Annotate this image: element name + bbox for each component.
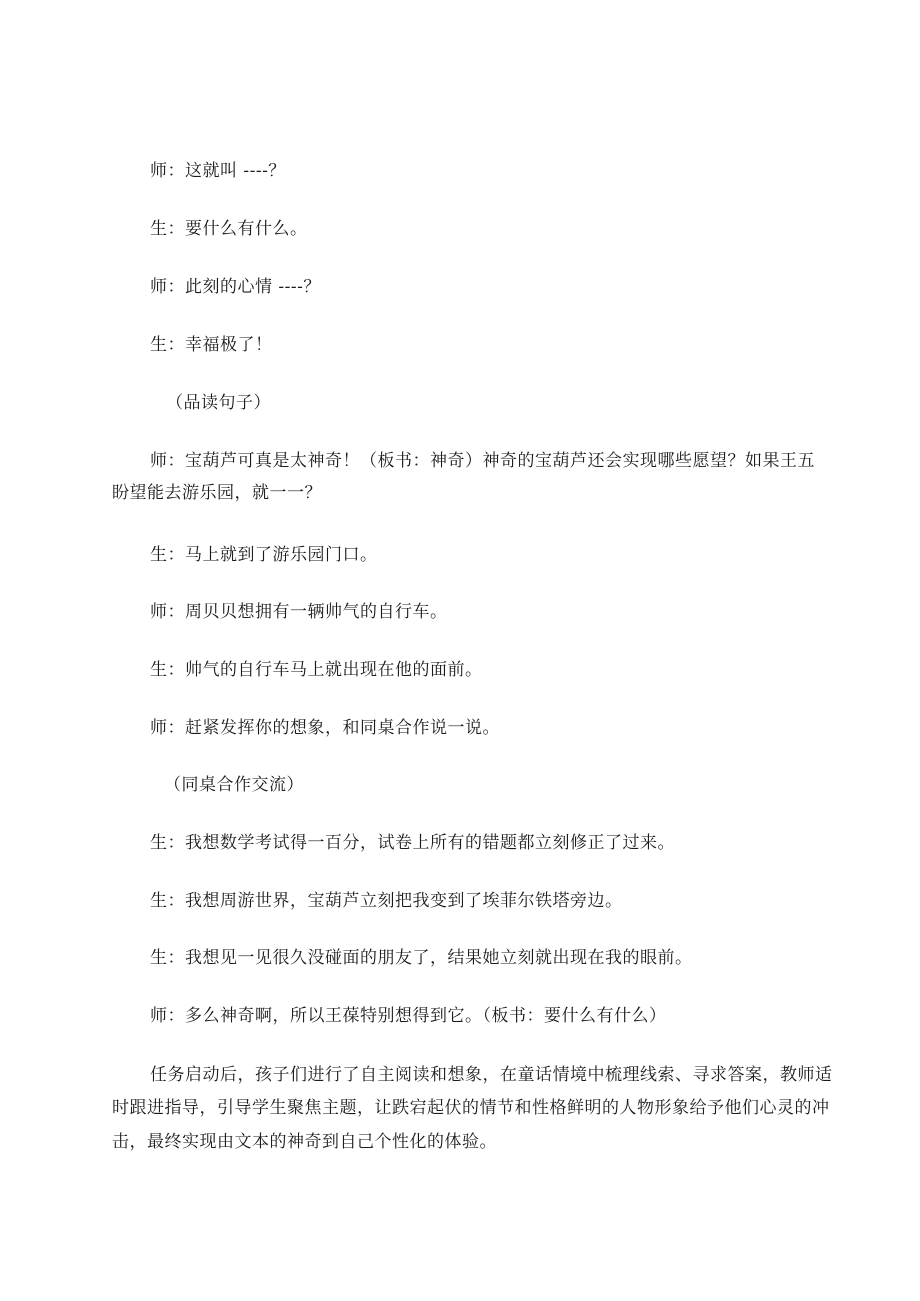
summary-line-1: 任务启动后，孩子们进行了自主阅读和想象，在童话情境中梳理线索、寻求答案，教师适	[150, 1065, 833, 1085]
summary-line-3: 击，最终实现由文本的神奇到自己个性化的体验。	[112, 1132, 497, 1152]
stage-note-2: （同桌合作交流）	[164, 775, 304, 795]
dialogue-line-8: 生：帅气的自行车马上就出现在他的面前。	[150, 660, 483, 680]
dialogue-line-9: 师：赶紧发挥你的想象，和同桌合作说一说。	[150, 718, 500, 738]
dialogue-line-1: 师：这就叫 ----？	[150, 161, 286, 181]
dialogue-line-4: 生：幸福极了！	[150, 335, 273, 355]
dialogue-line-10: 生：我想数学考试得一百分，试卷上所有的错题都立刻修正了过来。	[150, 833, 675, 853]
summary-line-2: 时跟进指导，引导学生聚焦主题，让跌宕起伏的情节和性格鲜明的人物形象给予他们心灵的冲	[112, 1098, 830, 1118]
dialogue-line-6: 生：马上就到了游乐园门口。	[150, 545, 378, 565]
dialogue-line-13: 师：多么神奇啊，所以王葆特别想得到它。（板书：要什么有什么）	[150, 1006, 667, 1026]
dialogue-line-7: 师：周贝贝想拥有一辆帅气的自行车。	[150, 602, 448, 622]
dialogue-line-2: 生：要什么有什么。	[150, 219, 308, 239]
dialogue-line-11: 生：我想周游世界，宝葫芦立刻把我变到了埃菲尔铁塔旁边。	[150, 891, 623, 911]
dialogue-line-12: 生：我想见一见很久没碰面的朋友了，结果她立刻就出现在我的眼前。	[150, 948, 693, 968]
dialogue-line-3: 师：此刻的心情 ----？	[150, 277, 321, 297]
stage-note-1: （品读句子）	[166, 393, 271, 413]
dialogue-line-5-cont: 盼望能去游乐园，就一一？	[112, 483, 322, 503]
dialogue-line-5: 师：宝葫芦可真是太神奇！（板书：神奇）神奇的宝葫芦还会实现哪些愿望？如果王五	[150, 451, 815, 471]
